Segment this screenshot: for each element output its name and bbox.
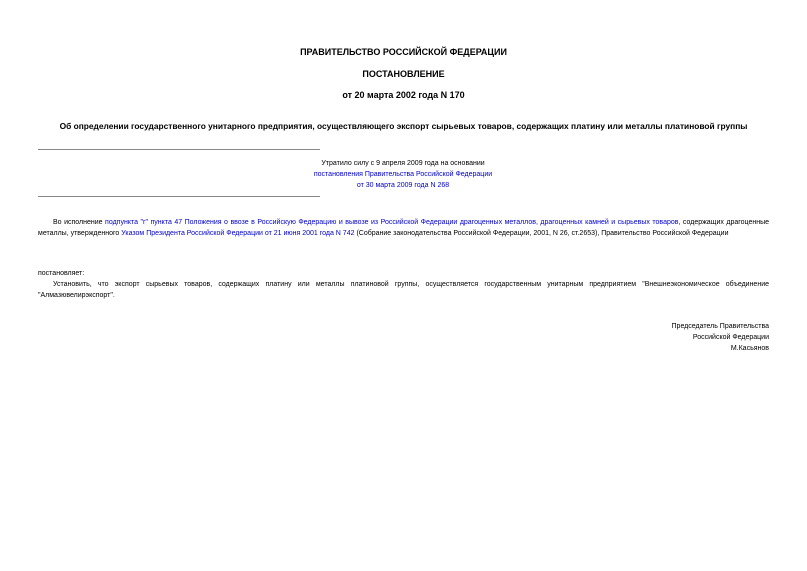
preamble-paragraph xyxy=(38,217,769,239)
document-date-number: от 20 марта 2002 года N 170 xyxy=(342,90,465,100)
presidential-decree-link[interactable]: Указом Президента Российской Федерации от 21 июня 2001 года N 742 xyxy=(121,230,355,237)
preamble-text-3: (Собрание законодательства Российской Федерации, 2001, N 26, ст.2653), Правительство Российской Федерации xyxy=(354,230,729,237)
document-type-heading: ПОСТАНОВЛЕНИЕ xyxy=(362,69,445,79)
signature-title: Председатель Правительства xyxy=(671,323,769,330)
body-paragraph: Установить, что экспорт сырьевых товаров, содержащих платину или металлы платиновой группы, осуществляется государственным унитарным предприятием "Внешнеэкономическое объединение "Алмазювелирэкспорт". xyxy=(38,281,769,299)
signature-name: М.Касьянов xyxy=(730,345,769,352)
signature-block xyxy=(672,321,769,354)
signature-country: Российской Федерации xyxy=(692,334,769,341)
preamble-text-2: , содержащих драгоценные металлы, утвержденного xyxy=(38,219,770,237)
document-subject: Об определении государственного унитарного предприятия, осуществляющего экспорт сырьевых товаров, содержащих платину или металлы платиновой группы xyxy=(59,121,748,131)
government-heading: ПРАВИТЕЛЬСТВО РОССИЙСКОЙ ФЕДЕРАЦИИ xyxy=(300,47,507,57)
status-note-line: Утратило силу с 9 апреля 2009 года на основании xyxy=(321,160,485,167)
repeal-decree-date-link[interactable]: от 30 марта 2009 года N 268 xyxy=(356,182,450,189)
preamble-text-1: Во исполнение xyxy=(53,219,106,226)
divider-bottom xyxy=(38,196,320,197)
regulation-link[interactable]: подпункта "г" пункта 47 Положения о ввозе в Российскую Федерацию и вывозе из Российской Федерации драгоценных металлов, драгоценных камней и сырьевых товаров xyxy=(105,219,679,226)
status-note xyxy=(203,158,603,191)
repeal-decree-link[interactable]: постановления Правительства Российской Федерации xyxy=(313,171,493,178)
divider-top xyxy=(38,149,320,150)
resolves-label: постановляет: xyxy=(38,270,85,277)
